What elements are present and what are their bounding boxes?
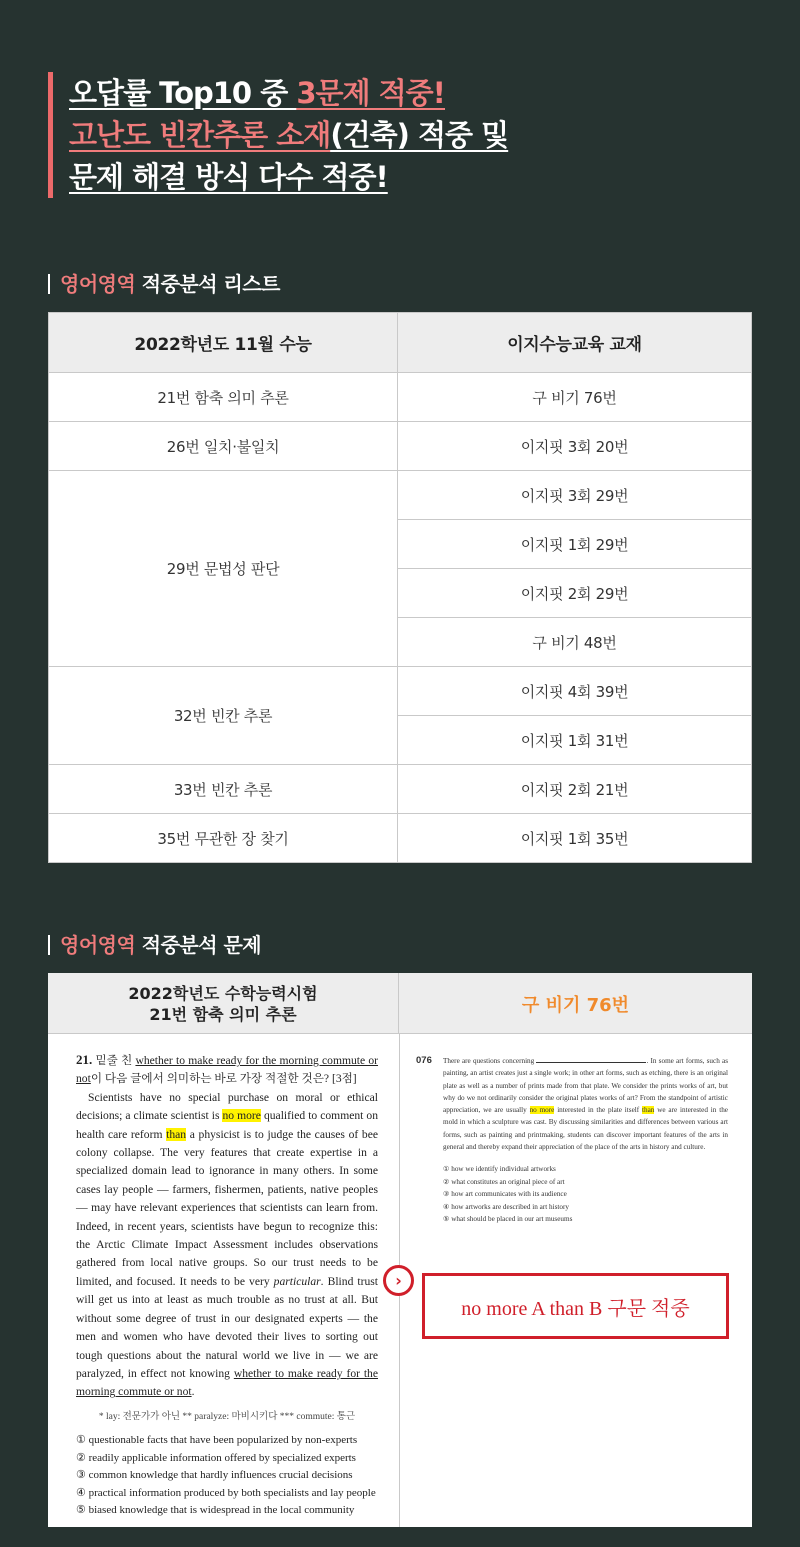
highlight-no-more: no more <box>222 1109 261 1123</box>
hero-line-1 <box>69 72 748 114</box>
table-cell-textbook: 이지핏 1회 29번 <box>398 520 752 569</box>
problem-header <box>48 973 752 1034</box>
exam-title: 2022학년도 수학능력시험 <box>128 983 318 1003</box>
footnote: * lay: 전문가가 아닌 ** paralyze: 마비시키다 *** commute: 통근 <box>98 1411 356 1422</box>
highlight-no-more: no more <box>529 1106 555 1115</box>
section-title-problem-text: 적중분석 문제 <box>135 933 262 957</box>
section-title-list-text: 적중분석 리스트 <box>135 272 280 296</box>
hit-analysis-table <box>48 312 752 863</box>
passage-text: . In some art forms, such as painting, an artist creates just a single work; in other art forms, such as etching, there is an original plate as well as a number of prints made from that plate. We consider the prints works of art, but why do we not ordinarily consider the original plates works of art? From the standpoint of artistic appreciation, we are usually <box>443 1057 728 1115</box>
passage-text: There are questions concerning <box>443 1057 537 1065</box>
option-item: ② what constitutes an original piece of art <box>443 1177 565 1186</box>
passage-text: a physicist is to judge the causes of bee colony collapse. The very features that create expertise in a specialized domain lead to ignorance in many others. In some cases lay people — farmers, fishermen, patients, native peoples — may have relevant experiences that scientists can learn from. Indeed, in recent years, scientists have begun to recognize this: the Arctic Climate Impact Assessment includes observations gathered from local native groups. So our trust needs to be limited, and focused. It needs to be very <box>76 1127 378 1288</box>
textbook-passage <box>443 1055 728 1153</box>
table-cell-exam: 21번 함축 의미 추론 <box>49 373 398 422</box>
table-row <box>49 765 752 814</box>
table-cell-textbook: 구 비기 76번 <box>398 373 752 422</box>
table-cell-exam: 33번 빈칸 추론 <box>49 765 398 814</box>
highlight-than: than <box>166 1127 187 1141</box>
passage-text: we are interested in the mold in which a sculpture was cast. By discussing similarities and differences between various art forms, such as painting and printmaking, students can discover important features of the arts in general and thereby expand their appreciation of the place of the arts in history and culture. <box>443 1106 728 1152</box>
table-row <box>49 422 752 471</box>
section-title-problem-highlight: 영어영역 <box>60 933 136 957</box>
option-item: ② readily applicable information offered by specialized experts <box>76 1451 356 1464</box>
table-cell-exam: 32번 빈칸 추론 <box>49 667 398 765</box>
hero-line-2 <box>69 114 748 156</box>
option-item: ④ practical information produced by both specialists and lay people <box>76 1486 376 1499</box>
textbook-question <box>416 1055 728 1226</box>
hero-line-1-text: 오답률 Top10 중 <box>69 76 297 110</box>
table-header-textbook: 이지수능교육 교재 <box>398 313 752 373</box>
passage-italic: particular <box>273 1274 321 1288</box>
table-cell-textbook: 이지핏 4회 39번 <box>398 667 752 716</box>
table-row <box>49 667 752 716</box>
exam-question-type: 21번 함축 의미 추론 <box>149 1004 297 1024</box>
hero-headline <box>48 72 748 198</box>
hit-callout: no more A than B 구문 적중 <box>422 1273 729 1339</box>
table-cell-textbook: 이지핏 2회 21번 <box>398 765 752 814</box>
highlight-than: than <box>642 1106 655 1115</box>
passage-text: interested in the plate itself <box>554 1106 642 1115</box>
prompt-underlined: whether to make ready for the morning commute or not <box>76 1054 379 1086</box>
table-cell-textbook: 이지핏 1회 31번 <box>398 716 752 765</box>
problem-comparison-panel <box>48 973 752 1527</box>
option-item: ③ common knowledge that hardly influences crucial decisions <box>76 1469 353 1482</box>
chevron-right-icon: › <box>383 1265 414 1296</box>
table-cell-textbook: 구 비기 48번 <box>398 618 752 667</box>
exam-question <box>76 1051 378 1520</box>
option-item: ① how we identify individual artworks <box>443 1165 556 1174</box>
table-cell-exam: 26번 일치·불일치 <box>49 422 398 471</box>
table-cell-textbook: 이지핏 2회 29번 <box>398 569 752 618</box>
table-cell-textbook: 이지핏 1회 35번 <box>398 814 752 863</box>
option-item: ⑤ biased knowledge that is widespread in the local community <box>76 1504 355 1517</box>
exam-question-number: 21. <box>76 1052 93 1067</box>
exam-problem-header <box>48 973 399 1034</box>
section-title-list <box>48 274 280 294</box>
table-row <box>49 373 752 422</box>
section-title-list-highlight: 영어영역 <box>60 272 136 296</box>
table-cell-exam: 29번 문법성 판단 <box>49 471 398 667</box>
option-item: ① questionable facts that have been popularized by non-experts <box>76 1434 358 1447</box>
table-header-exam: 2022학년도 11월 수능 <box>49 313 398 373</box>
option-item: ④ how artworks are described in art history <box>443 1202 569 1211</box>
option-item: ⑤ what should be placed in our art museums <box>443 1215 573 1224</box>
table-cell-textbook: 이지핏 3회 20번 <box>398 422 752 471</box>
exam-passage <box>76 1089 378 1402</box>
passage-text: . Blind trust will get us into at least as much trouble as no trust at all. But without some degree of trust in our designated experts — the men and women who have devoted their lives to sorting out tough questions about the natural world we live in — we are paralyzed, in effect not knowing <box>76 1274 378 1380</box>
answer-blank <box>536 1056 646 1063</box>
exam-question-prompt <box>76 1051 378 1089</box>
hero-line-2-highlight: 고난도 빈칸추론 소재 <box>69 118 331 152</box>
prompt-text-end: 이 다음 글에서 의미하는 바로 가장 적절한 것은? [3점] <box>90 1072 357 1086</box>
textbook-options <box>443 1163 728 1226</box>
table-row <box>49 814 752 863</box>
table-cell-textbook: 이지핏 3회 29번 <box>398 471 752 520</box>
textbook-problem-header: 구 비기 76번 <box>521 994 630 1016</box>
hero-line-1-highlight: 3문제 적중! <box>296 76 445 110</box>
passage-underlined: whether to make ready for the morning commute or not <box>76 1366 379 1399</box>
passage-text: . <box>191 1385 195 1399</box>
section-title-problem <box>48 935 261 955</box>
passage-text: Scientists have no special purchase on moral or ethical decisions; a climate scientist is <box>76 1090 378 1123</box>
prompt-text: 밑줄 친 <box>92 1054 136 1067</box>
hero-line-3 <box>69 156 748 198</box>
textbook-question-number: 076 <box>416 1055 432 1066</box>
table-header-row <box>49 313 752 373</box>
exam-options <box>76 1432 378 1520</box>
table-row <box>49 471 752 520</box>
option-item: ③ how art communicates with its audience <box>443 1190 567 1199</box>
table-cell-exam: 35번 무관한 장 찾기 <box>49 814 398 863</box>
passage-text: qualified to comment on health care reform <box>76 1109 378 1141</box>
hero-line-3-text: 문제 해결 방식 다수 적중! <box>69 160 388 194</box>
hero-line-2-text: (건축) 적중 및 <box>330 118 509 152</box>
